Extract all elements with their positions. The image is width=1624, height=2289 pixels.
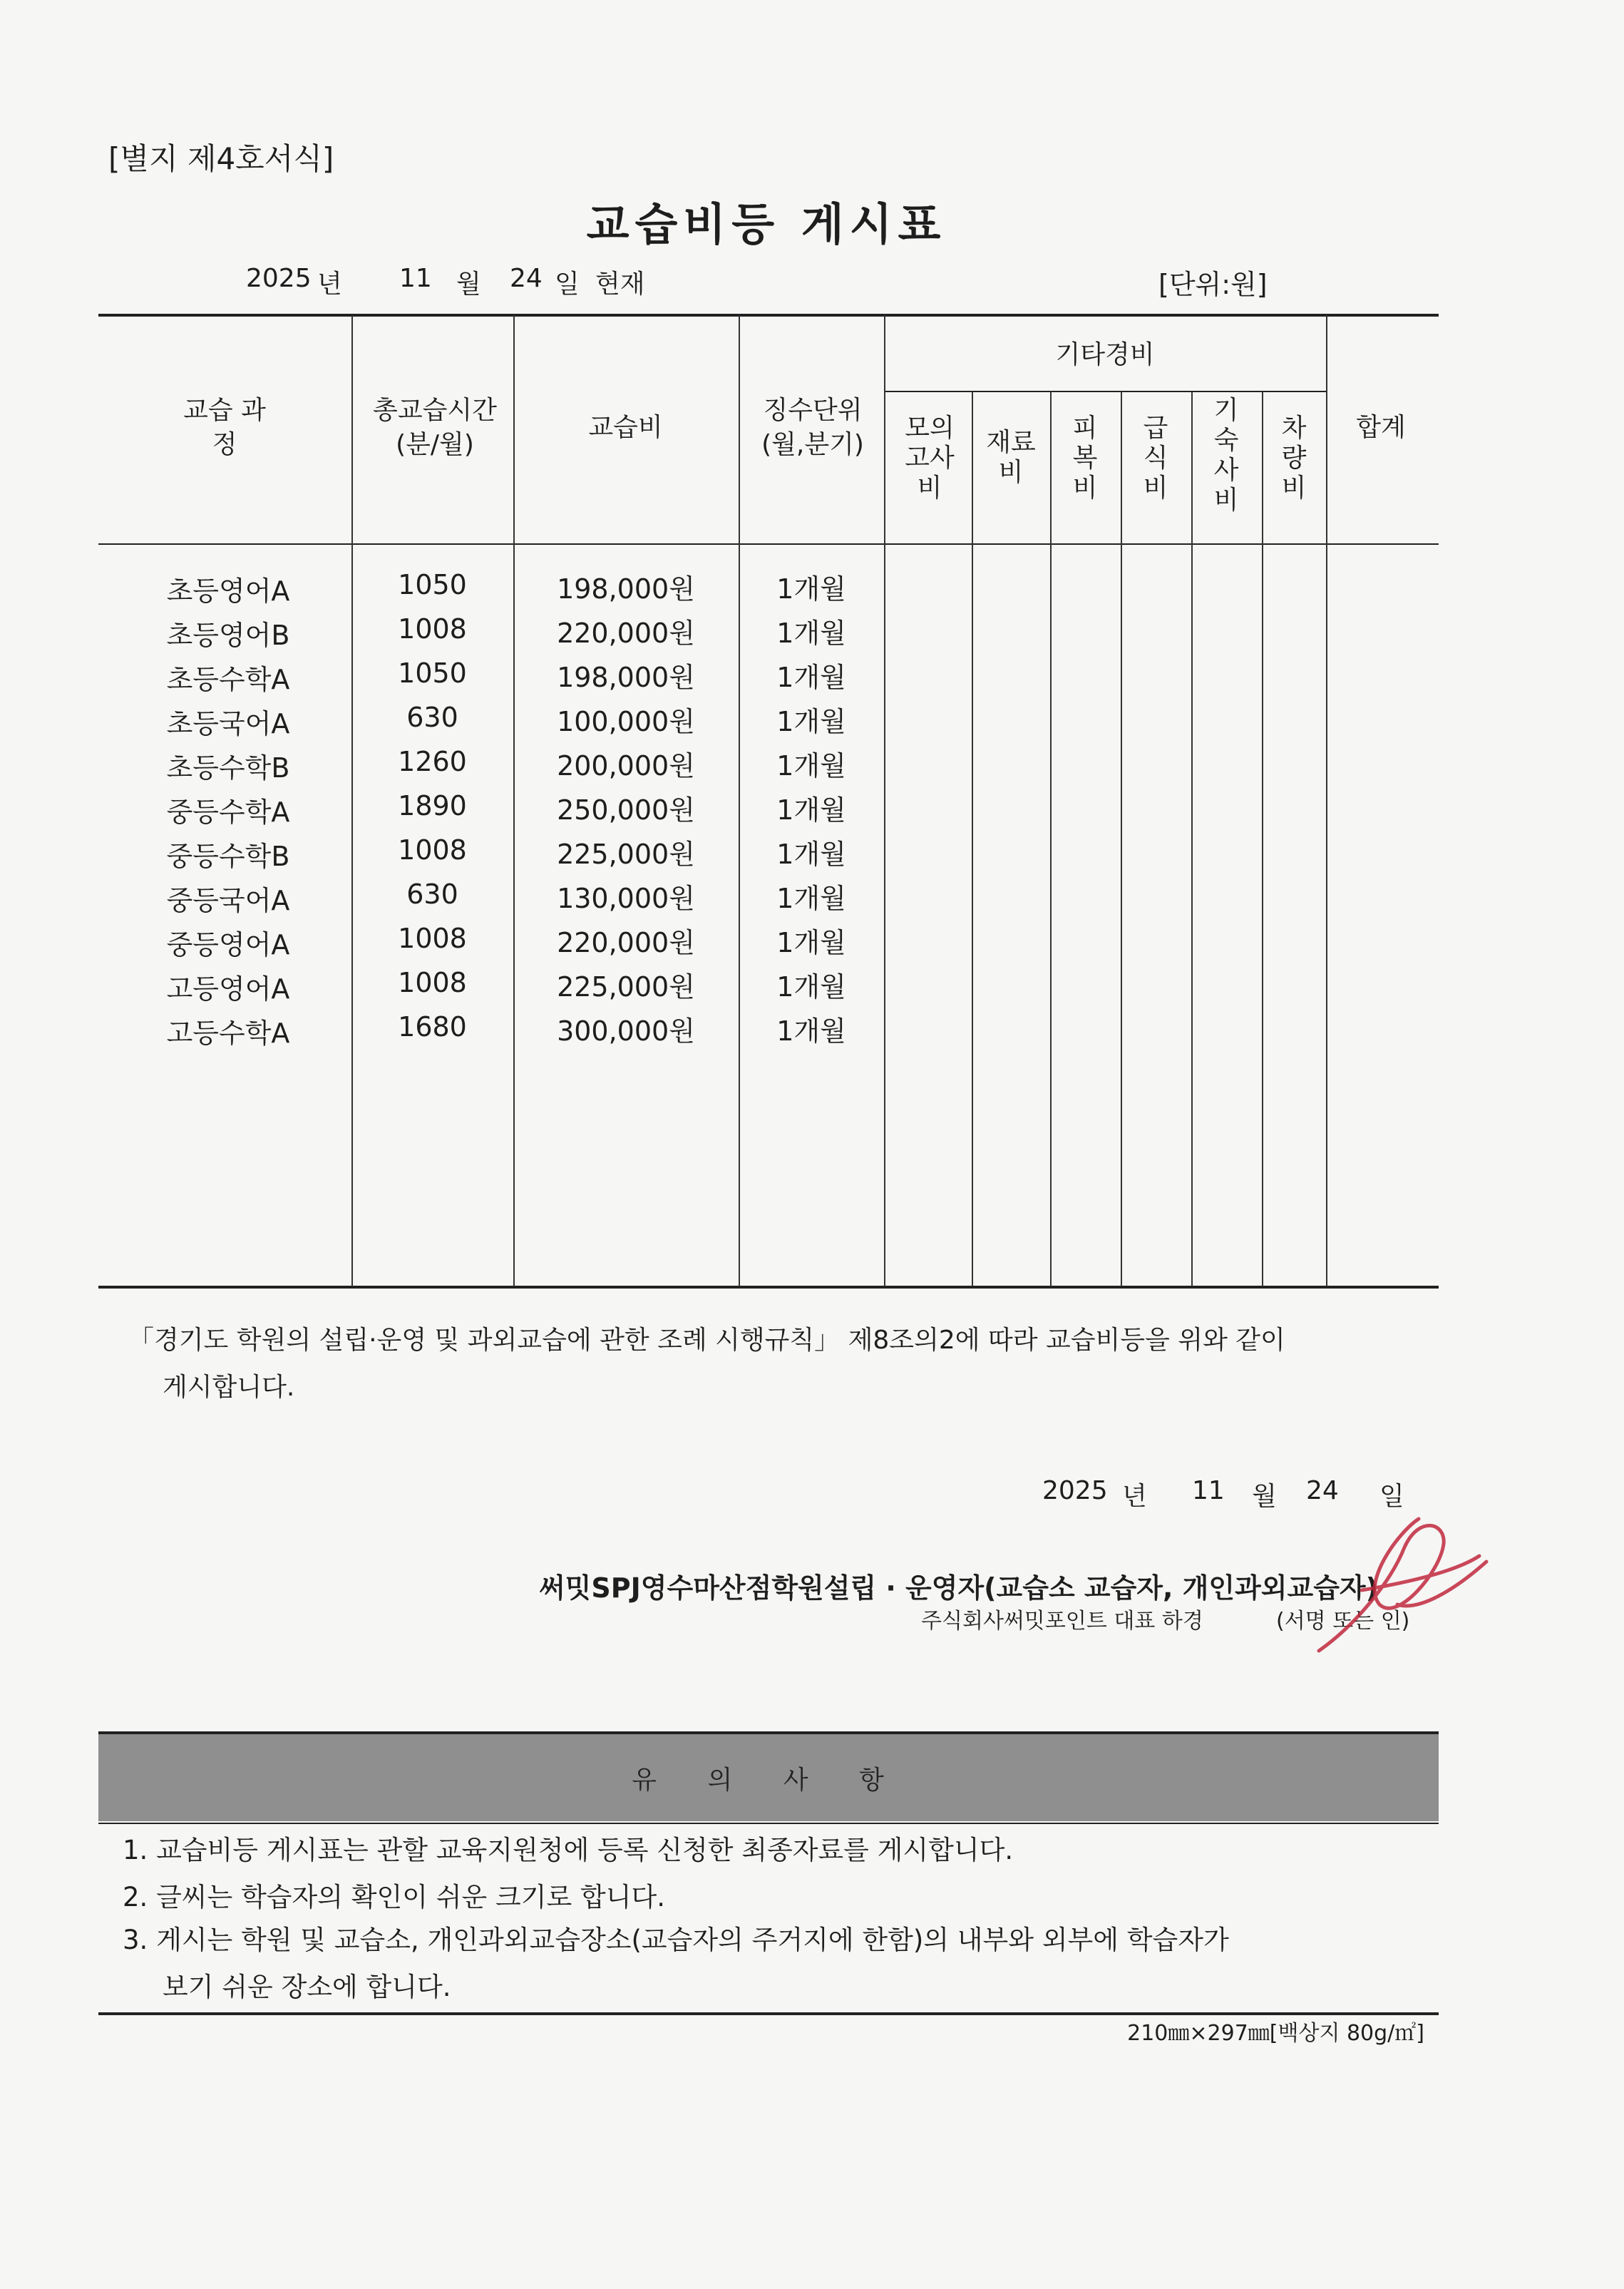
representative-name: 주식회사써밋포인트 대표 하경 [921,1609,1203,1634]
sign-year: 2025 [1042,1476,1108,1505]
cell-course: 중등수학A [166,797,290,828]
cell-billing-unit: 1개월 [776,794,846,826]
cell-tuition: 130,000원 [557,883,695,914]
cell-billing-unit: 1개월 [776,927,846,958]
paper-size-note: 210㎜×297㎜[백상지 80g/㎡] [1127,2021,1424,2046]
col-divider [1326,315,1327,1286]
other-expenses-rule [884,391,1326,392]
cell-tuition: 250,000원 [557,794,695,826]
cell-billing-unit: 1개월 [776,573,846,605]
table-top-rule [98,314,1439,317]
header-bottom-rule [98,543,1439,545]
col-divider [1262,391,1263,1286]
cell-tuition: 100,000원 [557,706,695,737]
as-of-suffix: 현재 [595,270,645,299]
handwritten-signature [1312,1505,1497,1661]
form-id: [별지 제4호서식] [108,141,334,176]
cell-billing-unit: 1개월 [776,618,846,649]
cell-billing-unit: 1개월 [776,1015,846,1047]
header-total-hours: 총교습시간 (분/월) [373,396,497,459]
cell-course: 초등영어B [166,620,290,651]
cell-minutes: 1260 [398,746,467,777]
cell-course: 초등영어A [166,575,290,607]
cell-course: 중등영어A [166,929,290,961]
cell-minutes: 630 [406,702,458,733]
cell-billing-unit: 1개월 [776,706,846,737]
as-of-year: 2025 [246,264,312,293]
cell-minutes: 1008 [398,923,467,954]
notice-item-3-cont: 보기 쉬운 장소에 합니다. [163,1972,451,2002]
cell-tuition: 198,000원 [557,662,695,693]
sign-year-unit: 년 [1122,1482,1147,1511]
notice-item-3: 3. 게시는 학원 및 교습소, 개인과외교습장소(교습자의 주거지에 한함)의 내부와 외부에 학습자가 [123,1925,1229,1955]
cell-tuition: 200,000원 [557,750,695,782]
sign-day-unit: 일 [1379,1482,1404,1511]
cell-course: 초등국어A [166,708,290,739]
notice-item-1: 1. 교습비등 게시표는 관할 교육지원청에 등록 신청한 최종자료를 게시합니다. [123,1835,1014,1865]
cell-billing-unit: 1개월 [776,883,846,914]
cell-billing-unit: 1개월 [776,971,846,1003]
page-title: 교습비등 게시표 [586,198,947,250]
as-of-day-unit: 일 [555,270,580,299]
header-tuition: 교습비 [588,413,663,442]
cell-course: 초등수학B [166,752,290,784]
header-mock-exam: 모의고사비 [905,414,955,503]
cell-tuition: 220,000원 [557,618,695,649]
as-of-day: 24 [510,264,543,293]
cell-billing-unit: 1개월 [776,839,846,870]
cell-minutes: 1008 [398,613,467,645]
cell-billing-unit: 1개월 [776,750,846,782]
sign-month-unit: 월 [1252,1482,1277,1511]
cell-tuition: 220,000원 [557,927,695,958]
cell-course: 초등수학A [166,664,290,695]
cell-tuition: 300,000원 [557,1015,695,1047]
col-divider [972,391,973,1286]
cell-course: 고등수학A [166,1018,290,1049]
cell-minutes: 1680 [398,1011,467,1043]
statement-line-2: 게시합니다. [163,1373,295,1402]
cell-minutes: 630 [406,879,458,910]
cell-tuition: 225,000원 [557,971,695,1003]
col-divider [1121,391,1122,1286]
header-dormitory: 기숙사비 [1213,396,1239,515]
header-total: 합계 [1356,413,1406,442]
notice-heading-rule [98,1823,1439,1824]
cell-minutes: 1890 [398,790,467,821]
cell-course: 중등국어A [166,885,290,916]
operator-name: 써밋SPJ영수마산점학원설립 · 운영자(교습소 교습자, 개인과외교습자) [539,1572,1378,1604]
col-divider [1191,391,1193,1286]
as-of-month-unit: 월 [456,270,481,299]
statement-line-1: 「경기도 학원의 설립·운영 및 과외교습에 관한 조례 시행규칙」 제8조의2에 따라 교습비등을 위와 같이 [128,1326,1285,1355]
cell-tuition: 198,000원 [557,573,695,605]
cell-course: 고등영어A [166,973,290,1005]
cell-minutes: 1050 [398,657,467,689]
col-divider [884,315,885,1286]
cell-course: 중등수학B [166,841,290,872]
notice-heading: 유 의 사 항 [98,1734,1439,1821]
header-meals: 급식비 [1143,414,1168,503]
sign-note: (서명 또는 인) [1276,1609,1410,1634]
cell-minutes: 1008 [398,834,467,866]
cell-minutes: 1008 [398,967,467,998]
cell-minutes: 1050 [398,569,467,600]
header-other-expenses: 기타경비 [1055,340,1155,369]
header-vehicle: 차량비 [1281,414,1307,503]
notice-item-2: 2. 글씨는 학습자의 확인이 쉬운 크기로 합니다. [123,1882,665,1912]
cell-billing-unit: 1개월 [776,662,846,693]
header-billing-unit: 징수단위 (월,분기) [761,396,864,459]
header-uniform: 피복비 [1072,414,1098,503]
header-materials: 재료비 [986,428,1036,487]
as-of-year-unit: 년 [317,270,342,299]
unit-label: [단위:원] [1158,269,1268,300]
col-divider [1050,391,1052,1286]
sign-month: 11 [1192,1476,1225,1505]
header-course: 교습 과정 [183,396,266,459]
table-bottom-rule [98,1286,1439,1289]
as-of-month: 11 [399,264,432,293]
cell-tuition: 225,000원 [557,839,695,870]
sign-day: 24 [1306,1476,1339,1505]
